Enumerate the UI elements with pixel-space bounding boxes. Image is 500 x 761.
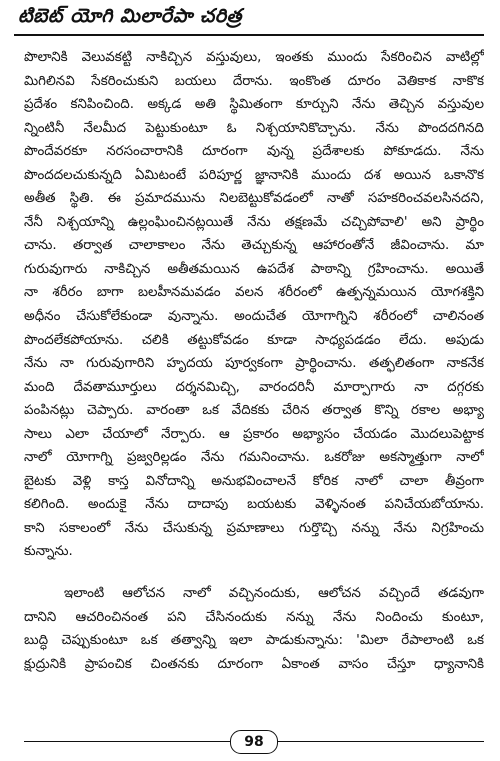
text-line: గురువుగారు నాకిచ్చిన అతీతమయిన ఉపదేశ పాఠాన్ని గ్రహించాను. అయితే xyxy=(24,261,484,277)
running-header xyxy=(14,4,484,36)
text-line: నా శరీరం బాగా బలహీనమవడం వలన శరీరంలో ఉత్పన్నమయిన యోగశక్తిని xyxy=(24,285,484,301)
text-line: ఇలాంటి ఆలోచన నాలో వచ్చినందుకు, ఆలోచన వచ్చిందే తడవుగా xyxy=(64,586,484,602)
page-number: 98 xyxy=(230,730,278,754)
page-footer xyxy=(24,730,484,754)
book-title: టిబెట్ యోగి మిలారేపా చరిత్ర xyxy=(18,5,242,27)
paragraph-2 xyxy=(24,582,484,676)
text-line: అధీనం చేసుకోలేకుండా వున్నాను. అందుచేత యోగాగ్నిని శరీరంలో చాలినంత xyxy=(24,309,484,325)
paragraph-1 xyxy=(24,46,484,564)
text-line: నేనీ నిశ్చయాన్ని ఉల్లంఘించినట్లయితే నేను తక్షణమే చచ్చిపోవాలి' అని ప్రార్థిం xyxy=(24,214,484,230)
text-line: మిగిలినవి సేకరించుకుని బయలు దేరాను. ఇంకొంత దూరం వెతికాక నాకొక xyxy=(24,73,484,89)
text-line: బుద్ధి చెప్పుకుంటూ ఒక తత్వాన్ని ఇలా పాడుకున్నాను: 'మిలా రేపాలాంటి ఒక xyxy=(24,633,484,649)
text-line: పొందలేకపోయాను. చలికి తట్టుకోవడం కూడా సాధ్యపడడం లేదు. అపుడు xyxy=(24,332,484,348)
text-line: కున్నాను. xyxy=(24,544,73,560)
text-line: న్నింటినీ నేలమీద పెట్టుకుంటూ ఓ నిశ్చయానికొచ్చాను. నేను పొందదగినది xyxy=(24,120,484,136)
text-line: పొందదలచుకున్నది ఏమిటంటే పరిపూర్ణ జ్ఞానానికి ముందు దశ అయిన ఒకానొక xyxy=(24,167,484,183)
text-line: క్షుద్రునికి ప్రాపంచిక చింతనకు దూరంగా ఏకాంత వాసం చేస్తూ ధ్యానానికి xyxy=(24,656,484,672)
text-line: అతీత స్థితి. ఈ ప్రమాదమును నిలబెట్టుకోవడంలో నాతో సహకరించవలసినదని, xyxy=(24,191,484,207)
text-line: సాలు ఎలా చేయాలో నేర్పారు. ఆ ప్రకారం అభ్యాసం చేయడం మొదలుపెట్టాక xyxy=(24,426,484,442)
text-line: దానిని ఆచరించినంత పని చేసినందుకు నన్ను నేను నిందించు కుంటూ, xyxy=(24,609,484,625)
body-text xyxy=(24,46,484,676)
text-line: నాలో యోగాగ్ని ప్రజ్వరిల్లడం నేను గమనించాను. ఒకరోజు అకస్మాత్తుగా నాలో xyxy=(24,450,484,466)
text-line: బైటకు వెళ్లి కాస్త వినోదాన్ని అనుభవించాలనే కోరిక నాలో చాలా తీవ్రంగా xyxy=(24,473,484,489)
paragraph-gap xyxy=(24,564,484,582)
text-line: కాని సకాలంలో నేను చేసుకున్న ప్రమాణాలు గుర్తొచ్చి నన్ను నేను నిగ్రహించు xyxy=(24,520,484,536)
text-line: మంది దేవతామూర్తులు దర్శనమిచ్చి, వారందరినీ మార్పాగారు నా దగ్గరకు xyxy=(24,379,484,395)
text-line: ప్రదేశం కనిపించింది. అక్కడ అతి స్థిమితంగా కూర్చుని నేను తెచ్చిన వస్తువుల xyxy=(24,97,484,113)
text-line: పొందేవరకూ నరసంచారానికి దూరంగా వున్న ప్రదేశాలకు పోకూడదు. నేను xyxy=(24,144,484,160)
text-line: పంపినట్లు చెప్పారు. వారంతా ఒక వేదికకు చేరిన తర్వాత కొన్ని రకాల అభ్యా xyxy=(24,403,484,419)
text-line: పొలానికి వెలువకట్టి నాకిచ్చిన వస్తువులు, ఇంతకు ముందు సేకరించిన వాటిల్లో xyxy=(24,50,484,65)
text-line: చాను. తర్వాత చాలాకాలం నేను తెచ్చుకున్న ఆహారంతోనే జీవించాను. మా xyxy=(24,238,484,254)
text-line: నేను నా గురువుగారిని హృదయ పూర్వకంగా ప్రార్థించాను. తత్ఫలితంగా నాకనేక xyxy=(24,356,484,372)
text-line: కలిగింది. అందుకై నేను దాదాపు బయటకు వెళ్ళినంత పనిచేయబోయాను. xyxy=(24,497,484,513)
